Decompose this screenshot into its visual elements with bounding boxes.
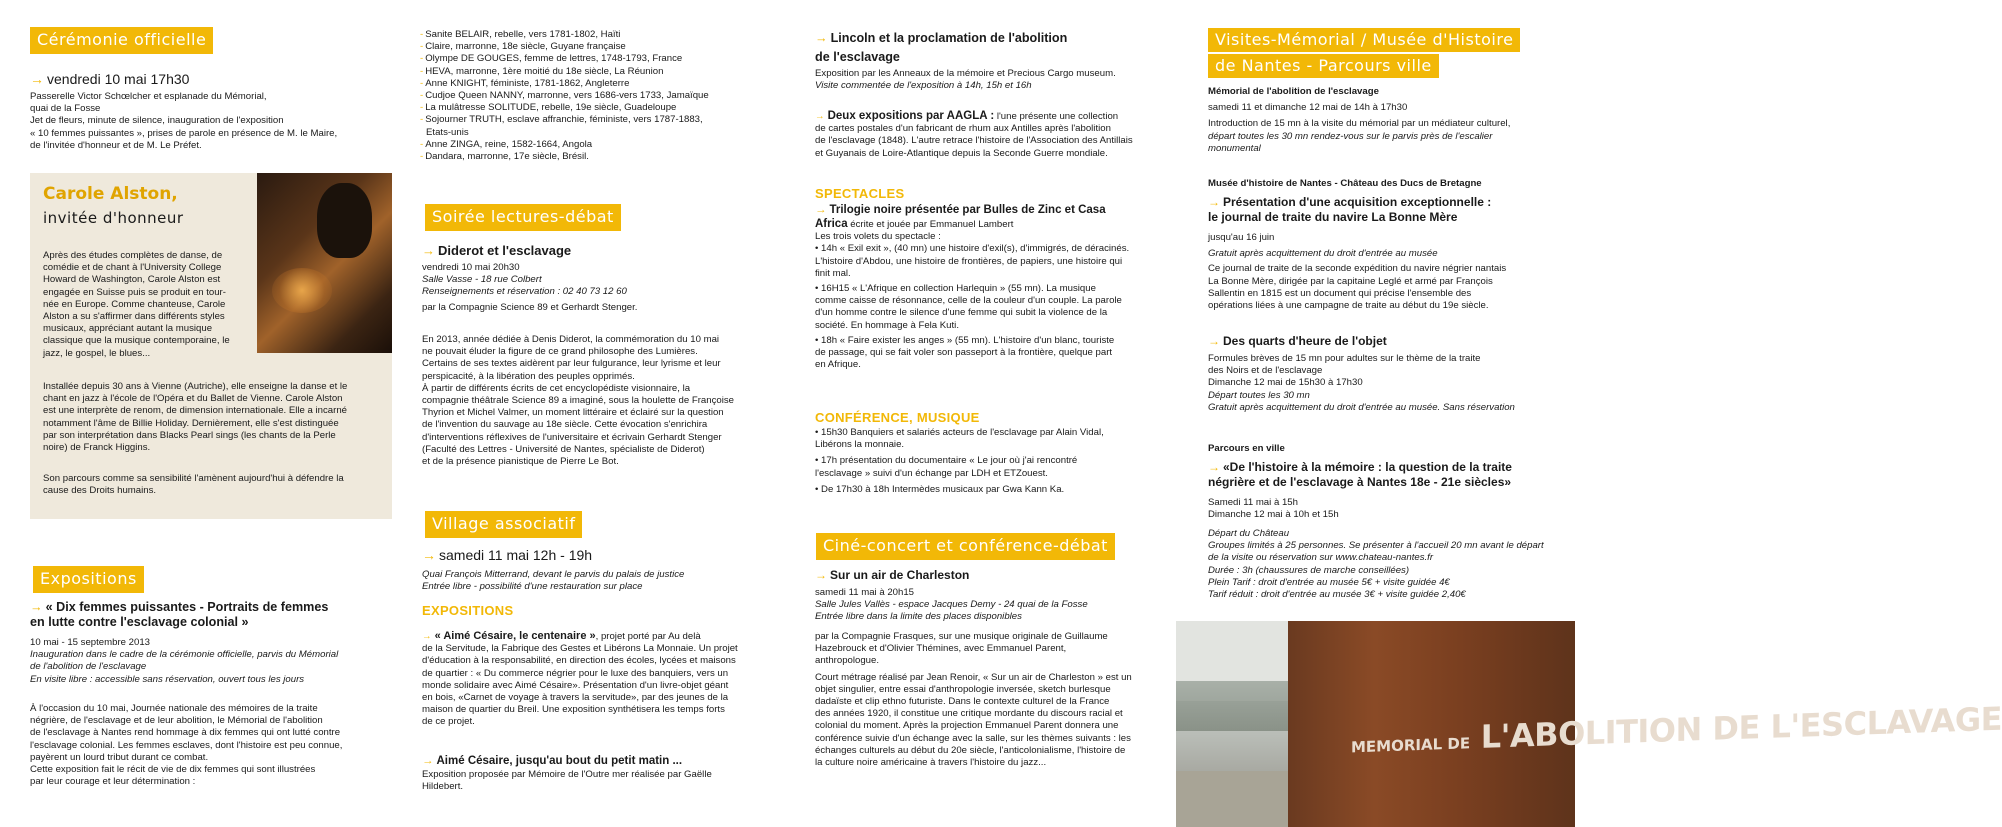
memorial-date: samedi 11 et dimanche 12 mai de 14h à 17h30	[1208, 102, 1408, 114]
text-line: Sallentin en 1815 est un document qui précise l'ensemble des	[1208, 287, 1472, 299]
sign-big: L'ABOLITION DE L'ESCLAVAGE	[1480, 699, 2002, 756]
text-line: L'histoire d'Abdou, une histoire de frontières, de papiers, une histoire qui	[815, 255, 1123, 267]
list-item: - Sojourner TRUTH, esclave affranchie, féministe, vers 1787-1883,	[420, 114, 703, 126]
diderot-resa: Renseignements et réservation : 02 40 73 12 60	[422, 286, 627, 298]
charleston-body	[815, 631, 1150, 769]
text-line: • De 17h30 à 18h Intermèdes musicaux par Gwa Kann Ka.	[815, 483, 1065, 495]
text-line: Samedi 11 mai à 15h	[1208, 497, 1298, 508]
ceremonie-date-text: vendredi 10 mai 17h30	[47, 71, 190, 87]
list-item: - Olympe DE GOUGES, femme de lettres, 1748-1793, France	[420, 53, 683, 65]
presentation-title	[1208, 195, 1548, 225]
list-item: - Anne KNIGHT, féministe, 1781-1862, Angleterre	[420, 77, 630, 89]
text-line: de la visite ou réservation sur www.chateau-nantes.fr	[1208, 552, 1434, 564]
carole-p1	[43, 250, 253, 360]
text-line: (Faculté des Lettres - Université de Nantes, spécialiste de Diderot)	[422, 443, 705, 455]
text-line: des Noirs et de l'esclavage	[1208, 365, 1323, 377]
title-line: Lincoln et la proclamation de l'abolition	[830, 31, 1068, 45]
text-line: est une interprète de renom, de dimension internationale. Elle a incarné	[43, 405, 347, 417]
text-line: noire) de Franck Higgins.	[43, 442, 151, 454]
banner-visites	[1208, 28, 1520, 80]
text-line: Ce journal de traite de la seconde expédition du navire négrier nantais	[1208, 263, 1507, 275]
trilogie-block	[815, 203, 1150, 371]
text-line: • 14h « Exil exit », (40 mn) une histoire d'exil(s), d'immigrés, de déracinés.	[815, 243, 1130, 255]
text-line: négrière, de l'esclavage et de leur abolition, le Mémorial de l'abolition	[30, 715, 323, 727]
text-line: Après des études complètes de danse, de	[43, 250, 223, 261]
text-line: Court métrage réalisé par Jean Renoir, « Sur un air de Charleston » est un	[815, 671, 1132, 683]
text-line: de passage, qui se fait voler son passeport à la frontière, quelque part	[815, 347, 1113, 359]
text-line: de cartes postales d'un fabricant de rhum aux Antilles après l'abolition	[815, 123, 1111, 135]
text-line: anthropologue.	[815, 655, 880, 667]
text-line: des années 1920, il constitue une critique mordante du discours racial et	[815, 708, 1123, 720]
banner-line: de Nantes - Parcours ville	[1208, 54, 1439, 78]
text-line: Dimanche 12 mai à 10h et 15h	[1208, 509, 1339, 521]
list-item: - La mulâtresse SOLITUDE, rebelle, 19e siècle, Guadeloupe	[420, 102, 677, 114]
cesaire2-block	[422, 754, 752, 793]
ceremonie-line: Jet de fleurs, minute de silence, inauguration de l'exposition	[30, 115, 284, 127]
parcours-dates	[1208, 497, 1548, 521]
charleston-title-text: Sur un air de Charleston	[830, 568, 970, 582]
text-line: Cette exposition fait le récit de vie de dix femmes qui sont illustrées	[30, 764, 316, 776]
diderot-by: par la Compagnie Science 89 et Gerhardt Stenger.	[422, 301, 638, 313]
list-item: - Sanite BELAIR, rebelle, vers 1781-1802, Haïti	[420, 29, 621, 40]
diderot-date: vendredi 10 mai 20h30	[422, 262, 520, 273]
text-line: l'esclavage » suivi d'un échange par LDH et ETZouest.	[815, 467, 1048, 479]
dix-femmes-info	[30, 637, 392, 686]
arrow-right-icon: →	[815, 204, 827, 216]
text-line: et de la présence pianistique de Pierre Le Bot.	[422, 456, 619, 468]
title-line: « Dix femmes puissantes - Portraits de femmes	[45, 600, 329, 614]
title-line: négrière et de l'esclavage à Nantes 18e - 21e siècles»	[1208, 475, 1512, 489]
lincoln-visit: Visite commentée de l'exposition à 14h, 15h et 16h	[815, 80, 1032, 92]
carole-subtitle: invitée d'honneur	[43, 209, 184, 227]
text-line: Certains de ses textes aidèrent par leur fulgurance, leur lyrisme et leur	[422, 358, 721, 370]
dix-femmes-title	[30, 600, 392, 630]
text-line: Exposition proposée par Mémoire de l'Outre mer réalisée par Gaëlle	[422, 769, 712, 780]
village-place: Quai François Mitterrand, devant le parvis du palais de justice	[422, 569, 685, 580]
carole-p3	[43, 473, 383, 497]
list-item: - HEVA, marronne, 1ère moitié du 18e siècle, La Réunion	[420, 65, 664, 77]
arrow-right-icon: →	[422, 631, 432, 642]
carole-name: Carole Alston,	[43, 184, 178, 204]
text-line: la culture noire américaine à travers l'histoire du jazz...	[815, 757, 1047, 769]
list-item: - Anne ZINGA, reine, 1582-1664, Angola	[420, 138, 593, 150]
memorial-body: Introduction de 15 mn à la visite du mémorial par un médiateur culturel,	[1208, 118, 1511, 130]
text-line: d'interventions réflexives de l'universitaire et écrivain Gerhardt Stenger	[422, 431, 722, 443]
text-line: engagée en Suisse puis se produit en tour-	[43, 286, 226, 298]
arrow-right-icon: →	[30, 600, 43, 614]
women-list	[420, 29, 750, 163]
title-line: Présentation d'une acquisition exceptionnelle :	[1223, 195, 1492, 209]
column-1	[30, 0, 392, 827]
text-line: par la Compagnie Frasques, sur une musique originale de Guillaume	[815, 631, 1108, 642]
text-line: Alston a su s'affirmer dans différents styles	[43, 311, 225, 323]
text-line: Hildebert.	[422, 781, 464, 793]
text-line: payèrent un lourd tribut durant ce combat.	[30, 751, 209, 763]
ceremonie-line: Passerelle Victor Schœlcher et esplanade du Mémorial,	[30, 91, 267, 102]
text-line: Les trois volets du spectacle :	[815, 231, 941, 243]
text-line: • 17h présentation du documentaire « Le jour où j'ai rencontré	[815, 455, 1078, 467]
text-line: notamment l'âme de Billie Holiday. Dernièrement, elle s'est distinguée	[43, 417, 339, 429]
carole-p2	[43, 381, 383, 454]
text-line: dadaïste et clip ethno futuriste. Dans le contexte culturel de la France	[815, 696, 1110, 708]
charleston-date: samedi 11 mai à 20h15	[815, 587, 915, 598]
text-line: de ce projet.	[422, 716, 475, 728]
village-date	[422, 547, 592, 564]
arrow-right-icon: →	[1208, 195, 1220, 209]
musee-head: Musée d'histoire de Nantes - Château des Ducs de Bretagne	[1208, 178, 1482, 189]
text-line: Thyrion et Michel Valmer, un moment littéraire et éclairé sur la question	[422, 407, 724, 419]
parcours-title	[1208, 460, 1548, 490]
memorial-block	[1208, 86, 1548, 155]
arrow-right-icon: →	[1208, 334, 1220, 348]
text-line: finit mal.	[815, 267, 851, 279]
text-line: , projet porté par Au delà	[595, 631, 701, 642]
memorial-info: monumental	[1208, 142, 1261, 154]
list-item: - Dandara, marronne, 17e siècle, Brésil.	[420, 151, 589, 163]
arrow-right-icon: →	[815, 31, 828, 45]
dix-femmes-body	[30, 703, 392, 788]
arrow-right-icon: →	[422, 243, 435, 258]
title-line: Trilogie noire présentée par Bulles de Zinc et Casa	[829, 204, 1106, 216]
text-line: de quartier : « Du commerce négrier pour le luxe des banquiers, vers un	[422, 667, 729, 679]
text-line: objet singulier, entre essai d'anthropologie inversée, sketch burlesque	[815, 683, 1111, 695]
text-line: • 18h « Faire exister les anges » (55 mn). L'histoire d'un blanc, touriste	[815, 334, 1115, 346]
sign-small: MEMORIAL DE	[1351, 734, 1471, 757]
text-line: l'une présente une collection	[994, 111, 1119, 122]
text-line: classique que la musique contemporaine, le	[43, 335, 230, 347]
ceremonie-line: de l'invitée d'honneur et de M. Le Préfet.	[30, 139, 202, 151]
quarts-block	[1208, 353, 1548, 414]
memorial-info: départ toutes les 30 mn rendez-vous sur le parvis près de l'escalier	[1208, 130, 1493, 142]
conference-block	[815, 427, 1150, 496]
charleston-info	[815, 587, 1150, 624]
title-line: le journal de traite du navire La Bonne Mère	[1208, 210, 1458, 224]
diderot-info	[422, 262, 752, 314]
expo-info: En visite libre : accessible sans réservation, ouvert tous les jours	[30, 673, 305, 685]
text-line: Plein Tarif : droit d'entrée au musée 5€ + visite guidée 4€	[1208, 576, 1450, 588]
text-line: • 16H15 « L'Afrique en collection Harlequin » (55 mn). La musique	[815, 283, 1096, 295]
text-line: maison de quartier du Breil. Une exposition synthétisera les temps forts	[422, 704, 725, 716]
cesaire-block	[422, 630, 752, 729]
diderot-place: Salle Vasse - 18 rue Colbert	[422, 274, 542, 286]
quarts-info: Gratuit après acquittement du droit d'entrée au musée. Sans réservation	[1208, 401, 1515, 413]
text-line: opérations liées à une campagne de traite au début du 19e siècle.	[1208, 300, 1489, 312]
presentation-price: Gratuit après acquittement du droit d'entrée au musée	[1208, 248, 1438, 260]
parcours-info	[1208, 528, 1553, 601]
section-spectacles: SPECTACLES	[815, 186, 905, 201]
text-line: jazz, le gospel, le blues...	[43, 347, 151, 359]
ceremonie-date	[30, 71, 189, 88]
charleston-place: Salle Jules Vallès - espace Jacques Demy - 24 quai de la Fosse	[815, 599, 1088, 611]
presentation-block	[1208, 232, 1548, 312]
text-line: de l'esclavage à Nantes rend hommage à dix femmes qui ont lutté contre	[30, 727, 341, 739]
text-line: née en Europe. Comme chanteuse, Carole	[43, 298, 226, 310]
carole-alston-photo	[257, 173, 392, 353]
title-line: de l'esclavage	[815, 50, 900, 64]
text-line: de l'invention du sauvage au 18e siècle. Cette évocation s'enrichira	[422, 419, 708, 431]
cesaire-title: « Aimé Césaire, le centenaire »	[434, 630, 596, 642]
column-3	[813, 0, 1148, 827]
diderot-body	[422, 334, 752, 468]
text-line: d'un homme contre le silence d'une femme qui subit la violence de la	[815, 307, 1108, 319]
memorial-head: Mémorial de l'abolition de l'esclavage	[1208, 86, 1379, 97]
banner-soiree: Soirée lectures-débat	[425, 204, 621, 231]
text-line: écrite et jouée par Emmanuel Lambert	[847, 219, 1014, 230]
ceremonie-line: quai de la Fosse	[30, 103, 101, 115]
diderot-title	[422, 243, 571, 258]
quarts-info: Départ toutes les 30 mn	[1208, 389, 1310, 401]
banner-ceremonie: Cérémonie officielle	[30, 27, 213, 54]
village-entry: Entrée libre - possibilité d'une restauration sur place	[422, 581, 643, 593]
text-line: Son parcours comme sa sensibilité l'amènent aujourd'hui à défendre la	[43, 473, 344, 484]
cesaire2-title: Aimé Césaire, jusqu'au bout du petit matin ...	[436, 755, 683, 767]
title-line: Africa	[815, 218, 848, 230]
text-line: d'éducation à la responsabilité, en direction des écoles, lycées et maisons	[422, 655, 736, 667]
photo-light	[272, 268, 332, 313]
text-line: en Afrique.	[815, 359, 861, 371]
village-date-text: samedi 11 mai 12h - 19h	[439, 547, 593, 563]
text-line: par leur courage et leur détermination :	[30, 776, 196, 788]
text-line: colonial du moment. Après la projection Emmanuel Parent donnera une	[815, 720, 1119, 732]
text-line: compagnie théâtrale Science 89 a imaginé, sous la houlette de Françoise	[422, 395, 734, 407]
text-line: musicaux, appréciant autant la musique	[43, 323, 213, 335]
text-line: Howard de Washington, Carole Alston est	[43, 274, 221, 286]
quarts-title-text: Des quarts d'heure de l'objet	[1223, 334, 1387, 348]
text-line: Formules brèves de 15 mn pour adultes sur le thème de la traite	[1208, 353, 1481, 364]
ceremonie-line: « 10 femmes puissantes », prises de parole en présence de M. le Maire,	[30, 127, 338, 139]
list-item: - Cudjoe Queen NANNY, marronne, vers 1686-vers 1733, Jamaïque	[420, 90, 709, 102]
text-line: Départ du Château	[1208, 528, 1290, 539]
arrow-right-icon: →	[815, 568, 827, 582]
memorial-photo	[1176, 621, 2002, 827]
text-line: et Guyanais de Loire-Atlantique depuis la Seconde Guerre mondiale.	[815, 147, 1108, 159]
arrow-right-icon: →	[30, 71, 44, 87]
lincoln-title	[815, 29, 1150, 67]
text-line: perspicacité, à la libération des peuples opprimés.	[422, 370, 635, 382]
text-line: Groupes limités à 25 personnes. Se présenter à l'accueil 20 mn avant le départ	[1208, 540, 1544, 552]
title-line: en lutte contre l'esclavage colonial »	[30, 615, 249, 629]
text-line: monde solidaire avec Aimé Césaire». Présentation d'un livre-objet géant	[422, 679, 729, 691]
expo-info: Inauguration dans le cadre de la cérémonie officielle, parvis du Mémorial	[30, 649, 339, 661]
text-line: de la Servitude, la Fabrique des Gestes et Libérons La Monnaie. Un projet	[422, 643, 738, 655]
photo-silhouette	[317, 183, 372, 258]
text-line: La Bonne Mère, dirigée par la capitaine Leglé et armé par François	[1208, 275, 1493, 287]
text-line: Installée depuis 30 ans à Vienne (Autriche), elle enseigne la danse et le	[43, 381, 348, 392]
photo-trees	[1176, 681, 1288, 731]
aagla-title: Deux expositions par AAGLA :	[827, 110, 995, 122]
village-info	[422, 569, 752, 593]
list-item: - Claire, marronne, 18e siècle, Guyane française	[420, 41, 626, 53]
text-line: en bois, «Carnet de voyage à travers la servitude», par des jeunes de la	[422, 692, 729, 704]
arrow-right-icon: →	[1208, 460, 1220, 474]
carole-alston-box	[30, 173, 392, 519]
arrow-right-icon: →	[422, 755, 434, 767]
expo-info: de l'abolition de l'esclavage	[30, 661, 147, 673]
text-line: ne pouvait éluder la figure de ce grand philosophe des Lumières.	[422, 346, 698, 358]
charleston-title	[815, 568, 969, 583]
text-line: comédie et de chant à l'University College	[43, 262, 222, 274]
presentation-date: jusqu'au 16 juin	[1208, 232, 1275, 243]
text-line: comme caisse de résonnance, celle de la couleur d'un couple. La parole	[815, 295, 1122, 307]
arrow-right-icon: →	[422, 547, 436, 563]
parcours-head: Parcours en ville	[1208, 443, 1285, 454]
text-line: À l'occasion du 10 mai, Journée nationale des mémoires de la traite	[30, 703, 318, 714]
text-line: Hazebrouck et d'Olivier Thémines, avec Emmanuel Parent,	[815, 643, 1067, 655]
text-line: de l'esclavage (1848). L'autre retrace l'histoire de l'Association des Antillais	[815, 135, 1133, 147]
text-line: échanges culturels au début du 20e siècle, l'anticolonialisme, l'histoire de	[815, 744, 1126, 756]
title-line: «De l'histoire à la mémoire : la question de la traite	[1223, 460, 1512, 474]
arrow-right-icon: →	[815, 111, 825, 122]
section-conference: CONFÉRENCE, MUSIQUE	[815, 410, 980, 425]
section-expositions: EXPOSITIONS	[422, 603, 514, 618]
text-line: À partir de différents écrits de cet encyclopédiste visionnaire, la	[422, 382, 691, 394]
text-line: En 2013, année dédiée à Denis Diderot, la commémoration du 10 mai	[422, 334, 720, 345]
text-line: par son interprétation dans Blacks Pearl sings (les chants de la Perle	[43, 429, 336, 441]
text-line: chant en jazz à l'école de l'Opéra et du Ballet de Vienne. Carole Alston	[43, 393, 343, 405]
text-line: Libérons la monnaie.	[815, 439, 905, 451]
column-2	[420, 0, 750, 827]
quarts-title	[1208, 334, 1387, 349]
banner-village: Village associatif	[425, 511, 582, 538]
list-item-cont: Etats-unis	[426, 126, 469, 138]
charleston-entry: Entrée libre dans la limite des places disponibles	[815, 611, 1022, 623]
banner-expositions: Expositions	[33, 566, 144, 593]
text-line: cause des Droits humains.	[43, 485, 157, 497]
text-line: Durée : 3h (chaussures de marche conseillées)	[1208, 564, 1410, 576]
text-line: • 15h30 Banquiers et salariés acteurs de l'esclavage par Alain Vidal,	[815, 427, 1104, 438]
lincoln-body: Exposition par les Anneaux de la mémoire et Precious Cargo museum.	[815, 68, 1116, 79]
text-line: société. En hommage à Fela Kuti.	[815, 319, 959, 331]
ceremonie-details	[30, 91, 392, 152]
text-line: l'esclavage colonial. Les femmes esclaves, dont l'histoire est peu connue,	[30, 739, 343, 751]
text-line: conférence suivie d'un échange avec la salle, sur les thèmes suivants : les	[815, 732, 1131, 744]
text-line: Tarif réduit : droit d'entrée au musée 3€ + visite guidée 2,40€	[1208, 589, 1466, 601]
expo-date: 10 mai - 15 septembre 2013	[30, 637, 150, 648]
text-line: Dimanche 12 mai de 15h30 à 17h30	[1208, 377, 1363, 389]
banner-cine-concert: Ciné-concert et conférence-débat	[816, 533, 1115, 560]
lincoln-info	[815, 68, 1150, 92]
diderot-title-text: Diderot et l'esclavage	[438, 243, 572, 258]
aagla-block	[815, 110, 1150, 160]
banner-line: Visites-Mémorial / Musée d'Histoire	[1208, 28, 1520, 52]
